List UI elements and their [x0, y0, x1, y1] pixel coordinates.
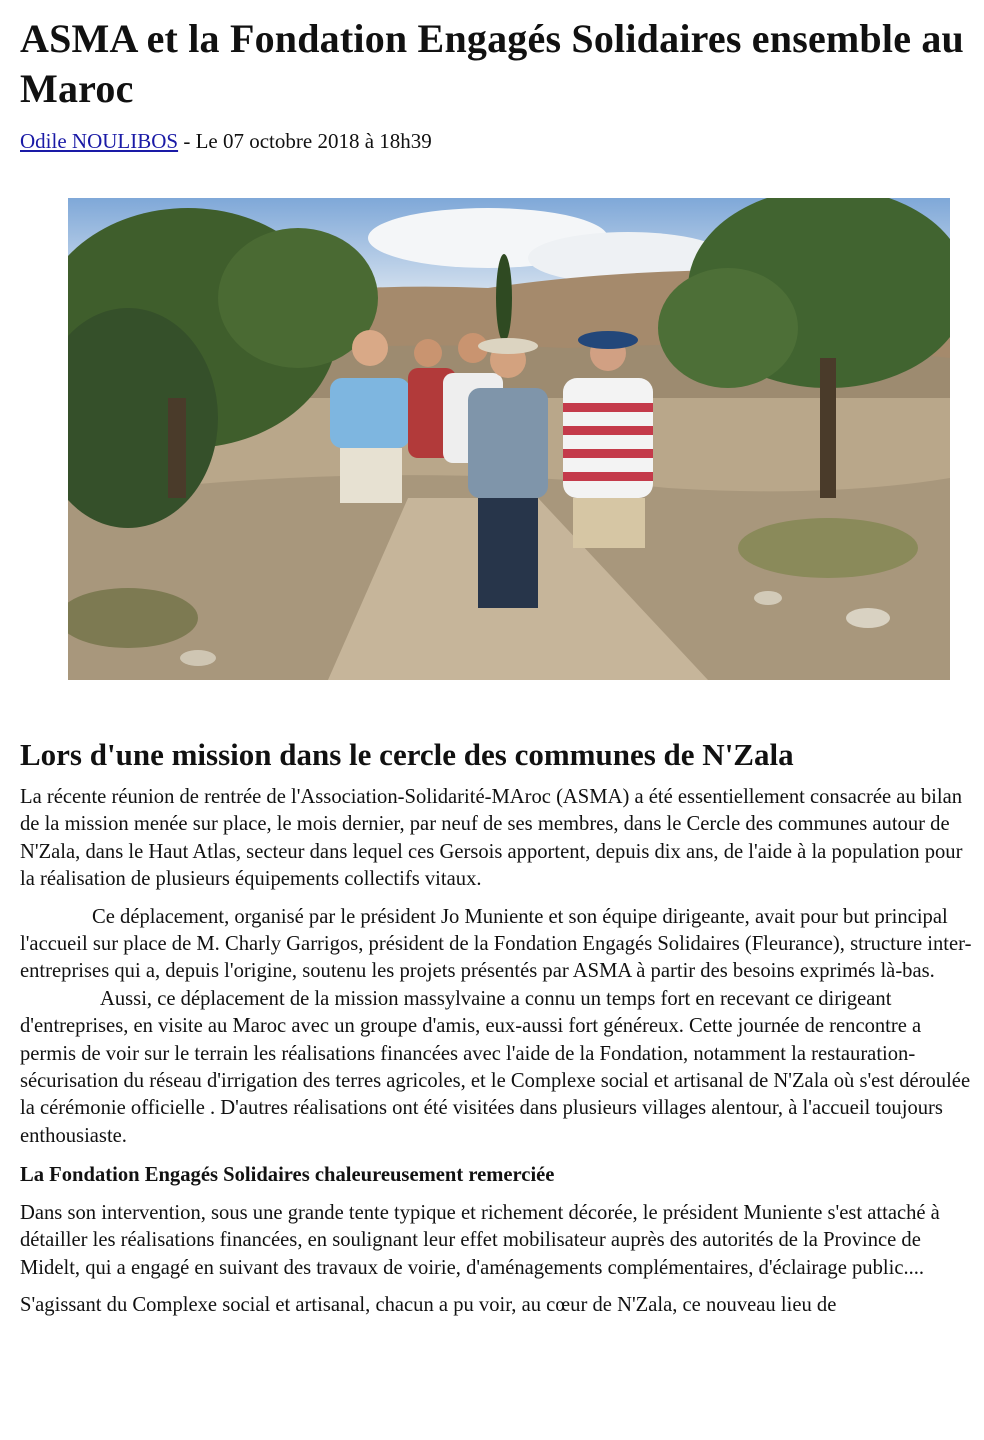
paragraph-4: S'agissant du Complexe social et artisanal, chacun a pu voir, au cœur de N'Zala, ce nouveau lieu de: [20, 1293, 837, 1316]
paragraph-1: La récente réunion de rentrée de l'Association-Solidarité-MAroc (ASMA) a été essentiellement consacrée au bilan de la mission menée sur place, le mois dernier, par neuf de ses membres, dans le Cercle des communes autour de N'Zala, dans le Haut Atlas, secteur dans lequel ces Gersois apportent, depuis dix ans, de l'aide à la population pour la réalisation de plusieurs équipements collectifs vitaux.: [20, 786, 963, 891]
article-photo: [68, 198, 950, 680]
article: [20, 14, 972, 1319]
article-subtitle: Lors d'une mission dans le cercle des communes de N'Zala: [20, 737, 794, 772]
paragraph-2: [20, 904, 972, 1151]
article-title: ASMA et la Fondation Engagés Solidaires ensemble au Maroc: [20, 16, 964, 111]
paragraph-2-part-b: Aussi, ce déplacement de la mission massylvaine a connu un temps fort en recevant ce dirigeant d'entreprises, en visite au Maroc avec un groupe d'amis, eux-aussi fort généreux. Cette journée de rencontre a permis de voir sur le terrain les réalisations financées avec l'aide de la Fondation, notamment la restauration-sécurisation du réseau d'irrigation des terres agricoles, et le Complexe social et artisanal de N'Zala où s'est déroulée la cérémonie officielle . D'autres réalisations ont été visitées dans plusieurs villages alentour, à l'accueil toujours enthousiaste.: [20, 987, 971, 1147]
paragraph-2-part-a: Ce déplacement, organisé par le président Jo Muniente et son équipe dirigeante, avait pour but principal l'accueil sur place de M. Charly Garrigos, président de la Fondation Engagés Solidaires (Fleurance), structure inter-entreprises qui a, depuis l'origine, soutenu les projets présentés par ASMA à partir des besoins exprimés là-bas.: [20, 905, 972, 983]
author-link[interactable]: Odile NOULIBOS: [20, 129, 179, 153]
section-heading: La Fondation Engagés Solidaires chaleureusement remerciée: [20, 1164, 555, 1187]
paragraph-3: Dans son intervention, sous une grande tente typique et richement décorée, le président Muniente s'est attaché à détailler les réalisations financées, en soulignant leur effet mobilisateur auprès des autorités de la Province de Midelt, qui a engagé en suivant des travaux de voirie, d'aménagements complémentaires, d'éclairage public....: [20, 1201, 940, 1279]
photo-illustration: [68, 198, 950, 680]
publish-date: Le 07 octobre 2018 à 18h39: [195, 129, 432, 153]
byline-separator: -: [178, 129, 196, 153]
byline: [20, 128, 972, 154]
